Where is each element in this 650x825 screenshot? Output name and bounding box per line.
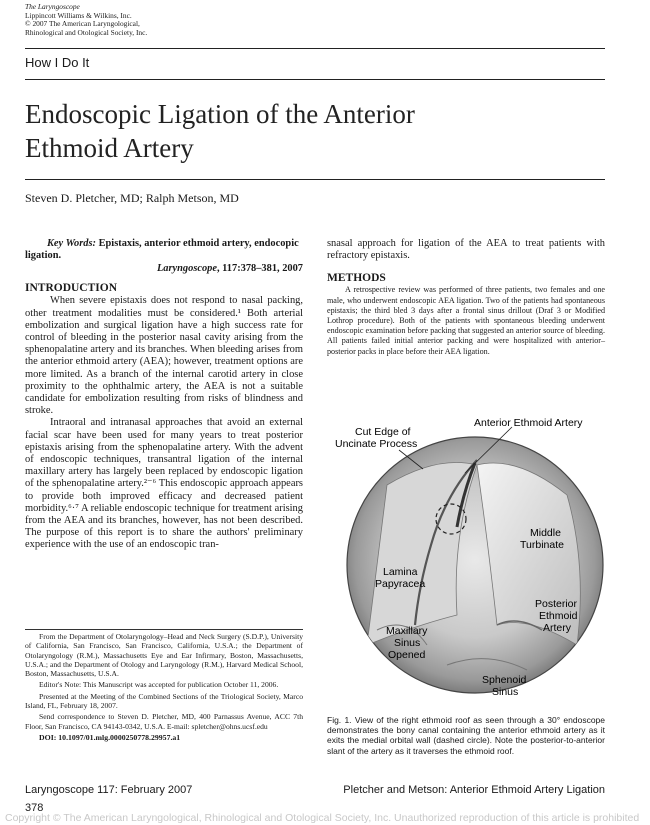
footnote-editor: Editor's Note: This Manuscript was accepted for publication October 11, 2006. xyxy=(39,680,279,690)
journal-header xyxy=(25,3,147,37)
copyright-watermark: Copyright © The American Laryngological, Rhinological and Otological Society, Inc. Unauthorized reproduction of this article is prohibited xyxy=(5,812,640,824)
title-rule xyxy=(25,179,605,180)
label-posterior-3: Artery xyxy=(543,622,572,634)
label-aea: Anterior Ethmoid Artery xyxy=(474,417,583,429)
methods-heading: METHODS xyxy=(327,272,386,285)
label-maxillary-2: Sinus xyxy=(394,637,421,649)
label-posterior-1: Posterior xyxy=(535,598,578,610)
label-middle-1: Middle xyxy=(530,527,561,539)
footnote-correspondence: Send correspondence to Steven D. Pletcher, MD, 400 Parnassus Avenue, ACC 7th Floor, San Francisco, CA 94143-0342, U.S.A. E-mail: spletcher@ohns.ucsf.edu xyxy=(25,712,303,731)
left-column xyxy=(25,238,303,552)
top-rule xyxy=(25,48,605,49)
footnote-presented: Presented at the Meeting of the Combined Sections of the Triological Society, Marco Island, FL, February 18, 2007. xyxy=(25,691,303,711)
intro-paragraph-2: Intraoral and intranasal approaches that avoid an external facial scar have been used for many years to treat posterior epistaxis arising from the sphenopalatine artery. With the advent of endoscopic techniques, transantral ligation of the internal maxillary artery has largely been replaced by endoscopic ligation of the sphenopalatine artery.²⁻⁶ This endoscopic approach appears to provide both improved efficacy and decreased patient morbidity.⁶·⁷ A reliable endoscopic technique for treatment arising from the AEA and its branches, however, has not been described. The purpose of this report is to share the authors' preliminary experience with the use of an endoscopic tran- xyxy=(25,417,303,551)
figure-1 xyxy=(327,415,605,715)
methods-paragraph: A retrospective review was performed of three patients, two females and one male, who underwent endoscopic AEA ligation. Two of the patients had spontaneous epistaxis; the third bled 3 days after a frontal sinus drillout (Draf 3 or Modified Lothrop procedure). Both of the patients with spontaneous bleeding underwent endoscopic examination before packing that suggested an anterior source of bleeding. All patients failed initial anterior packing and were hospitalized with anterior–posterior packs in place before their AEA ligation. xyxy=(327,285,605,356)
footnotes xyxy=(25,629,303,744)
label-maxillary-1: Maxillary xyxy=(386,625,428,637)
page-number: 378 xyxy=(25,802,44,814)
figure-caption: Fig. 1. View of the right ethmoid roof as seen through a 30° endoscope demonstrates the bony canal containing the anterior ethmoid artery as it exits the medial orbital wall (dashed circle). Note the posterior-to-anterior slant of the artery as it traverses the ethmoid roof. xyxy=(327,715,605,756)
label-posterior-2: Ethmoid xyxy=(539,610,578,622)
keywords-label: Key Words: xyxy=(47,238,96,249)
right-column xyxy=(327,238,605,357)
label-lamina-1: Lamina xyxy=(383,566,418,578)
keywords-text: Epistaxis, anterior ethmoid artery, endocopic ligation. xyxy=(25,238,299,262)
copyright-line-1: © 2007 The American Laryngological, xyxy=(25,19,140,29)
citation xyxy=(25,263,303,274)
copyright-line-2: Rhinological and Otological Society, Inc. xyxy=(25,27,148,37)
endoscopic-illustration xyxy=(327,415,605,715)
authors: Steven D. Pletcher, MD; Ralph Metson, MD xyxy=(25,191,239,205)
footer-running-title: Pletcher and Metson: Anterior Ethmoid Artery Ligation xyxy=(343,784,605,796)
article-title xyxy=(25,97,585,165)
label-maxillary-3: Opened xyxy=(388,649,426,661)
citation-details: , 117:378–381, 2007 xyxy=(216,263,303,275)
section-label: How I Do It xyxy=(25,55,90,70)
label-sphenoid-2: Sinus xyxy=(492,686,519,698)
doi: DOI: 10.1097/01.mlg.0000250778.29957.a1 xyxy=(39,732,181,742)
citation-journal: Laryngoscope xyxy=(156,263,217,275)
section-rule xyxy=(25,79,605,80)
footnote-affiliations: From the Department of Otolaryngology–Head and Neck Surgery (S.D.P.), University of California, San Francisco, San Francisco, California, U.S.A.; the Department of Otolaryngology (R.M.), Massachusetts Eye and Ear Infirmary, Boston, Massachusetts, U.S.A.; and the Department of Otology and Laryngology (R.M.), Harvard Medical School, Boston, Massachusetts, U.S.A. xyxy=(25,632,303,679)
intro-paragraph-3: snasal approach for ligation of the AEA to treat patients with refractory epistaxis. xyxy=(327,238,605,262)
label-cut-edge-1: Cut Edge of xyxy=(355,426,411,438)
label-lamina-2: Papyracea xyxy=(375,578,426,590)
label-cut-edge-2: Uncinate Process xyxy=(335,438,418,450)
keywords xyxy=(25,238,303,262)
label-middle-2: Turbinate xyxy=(520,539,564,551)
intro-paragraph-1: When severe epistaxis does not respond to nasal packing, other treatment modalities must be considered.¹ Both arterial embolization and surgical ligation have a high success rate for control of bleeding in the posterior nasal cavity arising from the sphenopalatine artery and its branches. When bleeding arises from the anterior ethmoid artery (AEA); however, treatment options are more limited. As a branch of the internal carotid artery in close proximity to the ophthalmic artery, the AEA is not a suitable candidate for embolization resulting from risks of blindness and stroke. xyxy=(25,295,303,417)
label-sphenoid-1: Sphenoid xyxy=(482,674,527,686)
journal-name: The Laryngoscope xyxy=(25,2,80,11)
footer-journal: Laryngoscope 117: February 2007 xyxy=(25,784,193,796)
title-line-1: Endoscopic Ligation of the Anterior xyxy=(25,99,415,129)
publisher: Lippincott Williams & Wilkins, Inc. xyxy=(25,10,132,20)
introduction-heading: INTRODUCTION xyxy=(25,282,118,295)
title-line-2: Ethmoid Artery xyxy=(25,133,194,163)
